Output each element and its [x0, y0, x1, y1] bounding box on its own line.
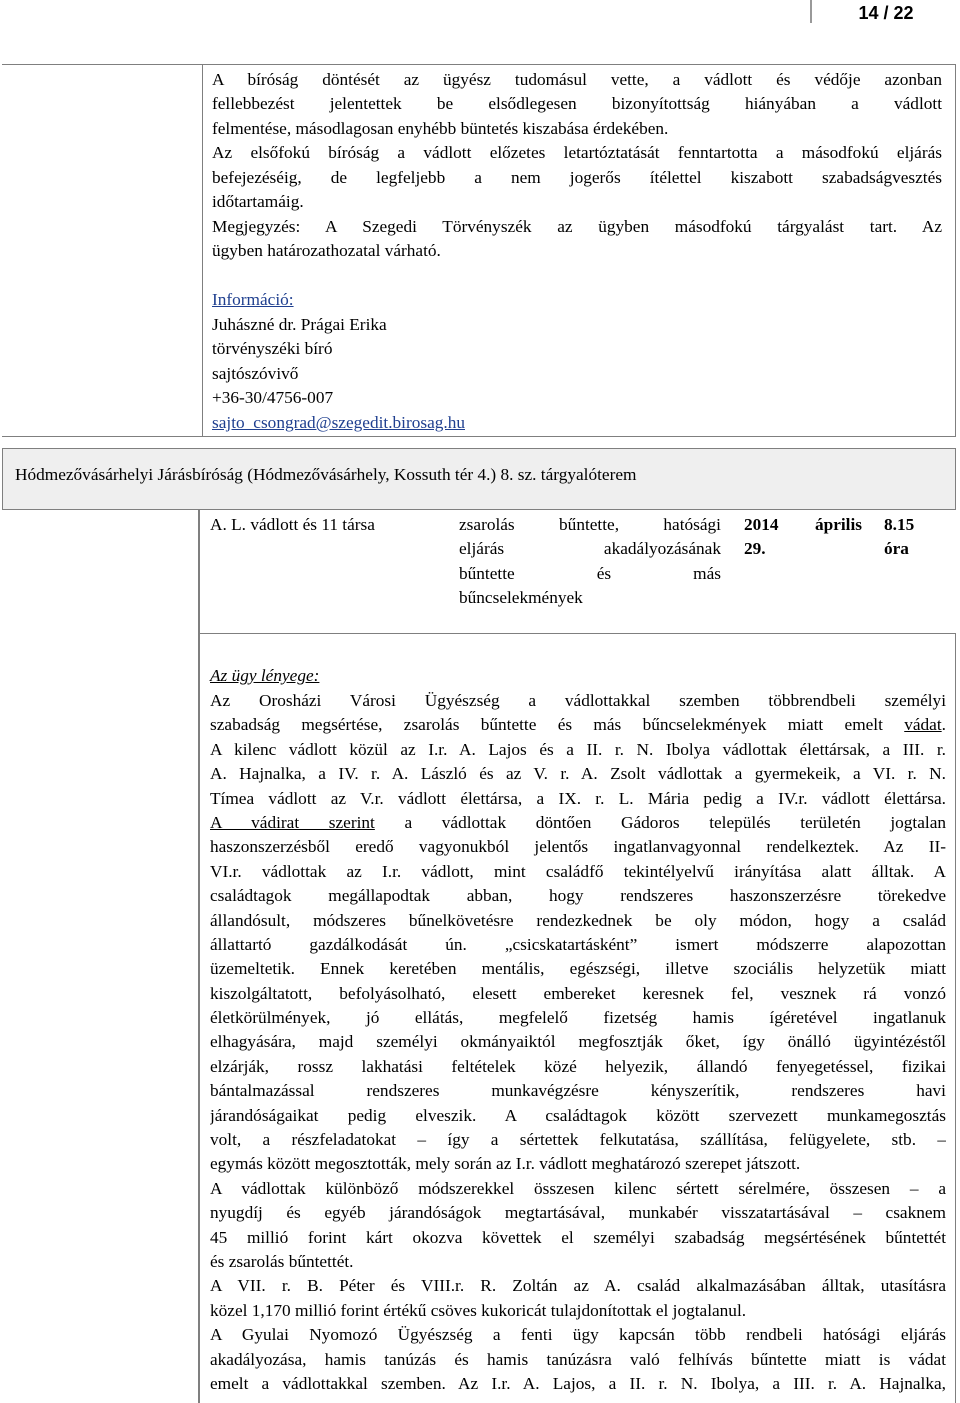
charge-line: bűncselekmények	[459, 588, 583, 608]
intro-line-1: A bíróság döntését az ügyész tudomásul vette, a vádlott és védője azonban	[212, 70, 942, 89]
description-line: A vádirat szerint a vádlottak döntően Gádoros település területén jogtalan	[210, 812, 946, 832]
description-line: Az Orosházi Városi Ügyészség a vádlottakkal szemben többrendbeli személyi	[210, 691, 946, 710]
contact-position: sajtószóvivő	[212, 364, 299, 383]
case-time	[884, 513, 914, 562]
description-line: egymás között megosztották, mely során az I.r. vádlott meghatározó szerepet játszott.	[210, 1154, 801, 1174]
case-date	[744, 513, 862, 562]
description-line: állandósult, módszeres bűnelkövetésre rendezkednek be oly módon, hogy a család	[210, 910, 946, 930]
description-line: 45 millió forint kárt okozva követtek el személyi szabadság megsértésének bűntettét	[210, 1227, 946, 1247]
essence-title	[210, 664, 946, 688]
description-line: A vádlottak különböző módszerekkel összesen kilenc sértett sérelmére, összesen – a	[210, 1178, 946, 1198]
intro-line-6: időtartamáig.	[212, 192, 304, 211]
description-line: Tímea vádlott az V.r. vádlott élettársa, a IX. r. L. Mária pedig a IV.r. vádlott élettársa.	[210, 788, 946, 808]
note-line-2: ügyben határozathozatal várható.	[212, 241, 441, 260]
description-line: elhagyására, majd személyi okmányaiktól megfosztják őket, így önálló ügyintézéstől	[210, 1032, 946, 1052]
description-line: üzemeltetik. Ennek keretében mentális, egészségi, illetve szociális helyzetük miatt	[210, 959, 946, 979]
charge-line: bűntette és más	[459, 563, 721, 583]
intro-line-4: Az elsőfokú bíróság a vádlott előzetes letartóztatását fenntartotta a másodfokú eljárás	[212, 143, 942, 162]
description-line: és zsarolás bűntettét.	[210, 1251, 354, 1271]
description-line: A kilenc vádlott közül az I.r. A. Lajos és a II. r. N. Ibolya vádlottak élettársak, a III. r.	[210, 739, 946, 759]
description-line: emelt a vádlottakkal szemben. Az I.r. A. Lajos, a II. r. N. Ibolya, a III. r. A. Hajnalka,	[210, 1373, 946, 1393]
page-number: 14 / 22	[810, 0, 960, 23]
charge-line: eljárás akadályozásának	[459, 539, 721, 559]
intro-line-5: befejezéséig, de legfeljebb a nem jogerős ítélettel kiszabott szabadságvesztés	[212, 168, 942, 187]
contact-phone: +36-30/4756-007	[212, 388, 334, 407]
description-line: elzárják, rossz lakhatási feltételek közé helyezik, állandó fenyegetéssel, fizikai	[210, 1056, 946, 1076]
description-line: haszonszerzésből eredő vagyonukból jelentős ingatlanvagyonnal rendelkeztek. Az II-	[210, 837, 946, 857]
court-heading: Hódmezővásárhelyi Járásbíróság (Hódmezővásárhely, Kossuth tér 4.) 8. sz. tárgyalóterem	[15, 465, 637, 484]
description-line: A VII. r. B. Péter és VIII.r. R. Zoltán az A. család alkalmazásában álltak, utasításra	[210, 1276, 946, 1296]
description-line: közel 1,170 millió forint értékű csöves kukoricát tulajdonítottak el jogtalanul.	[210, 1300, 747, 1320]
case-time-line-1: 8.15	[884, 515, 915, 534]
case-description-text	[210, 689, 946, 1396]
description-line: A. Hajnalka, a IV. r. A. László és az V. r. A. Zsolt vádlottak a gyermekeik, a VI. r. N.	[210, 764, 946, 784]
description-line: járandóságaikat pedig elveszik. A családtagok között szervezett munkamegosztás	[210, 1105, 946, 1125]
charge-line: zsarolás bűntette, hatósági	[459, 515, 721, 534]
description-line: családtagok megállapodtak abban, hogy rendszeres haszonszerzésre törekedve	[210, 886, 946, 906]
essence-title-text: Az ügy lényege:	[210, 666, 320, 685]
court-heading-bar	[2, 448, 956, 510]
description-line: bántalmazással rendszeres munkavégzésre kényszerítik, rendszeres havi	[210, 1081, 946, 1101]
case-date-line-2: 29.	[744, 539, 766, 559]
intro-line-2: fellebbezést jelentettek be elsődlegesen bizonyítottság hiányában a vádlott	[212, 94, 942, 113]
case-charges	[459, 513, 721, 611]
description-line: kiszolgáltatott, befolyásolható, elesett embereket keresnek fel, vesznek rá vonzó	[210, 983, 946, 1003]
contact-email-link[interactable]: sajto_csongrad@szegedit.birosag.hu	[212, 413, 465, 432]
case-defendants: A. L. vádlott és 11 társa	[210, 515, 375, 534]
intro-line-3: felmentése, másodlagosan enyhébb büntetés kiszabása érdekében.	[212, 119, 669, 138]
note-line-1: Megjegyzés: A Szegedi Törvényszék az ügyben másodfokú tárgyalást tart. Az	[212, 217, 942, 236]
description-line: VI.r. vádlottak az I.r. vádlott, mint családfő tekintélyelvű irányítása alatt álltak. A	[210, 861, 946, 881]
description-line: akadályozása, hamis tanúzás és hamis tanúzásra való felhívás bűntette miatt is vádat	[210, 1349, 946, 1369]
divider	[198, 633, 956, 634]
description-line: életkörülmények, jó ellátás, megfelelő fizetség hamis ígéretével ingatlanuk	[210, 1008, 946, 1028]
contact-role: törvényszéki bíró	[212, 339, 333, 358]
description-line: A Gyulai Nyomozó Ügyészség a fenti ügy kapcsán több rendbeli hatósági eljárás	[210, 1325, 946, 1345]
description-line: szabadság megsértése, zsarolás bűntette és más bűncselekmények miatt emelt vádat.	[210, 715, 946, 735]
case-date-line-1: 2014 április	[744, 515, 862, 534]
case-time-line-2: óra	[884, 539, 909, 559]
contact-name: Juhászné dr. Prágai Erika	[212, 315, 387, 334]
contact-title: Információ:	[212, 290, 294, 309]
description-line: állattartó gazdálkodását ún. „csicskatartásként” ismert módszerre alapozottan	[210, 934, 946, 954]
description-line: nyugdíj és egyéb járandóságok megtartásával, munkabér visszatartásával – csaknem	[210, 1203, 946, 1223]
left-margin-cell	[2, 64, 203, 437]
description-line: volt, a részfeladatokat – így a sértettek felkutatása, szállítása, felügyelete, stb. –	[210, 1130, 946, 1150]
